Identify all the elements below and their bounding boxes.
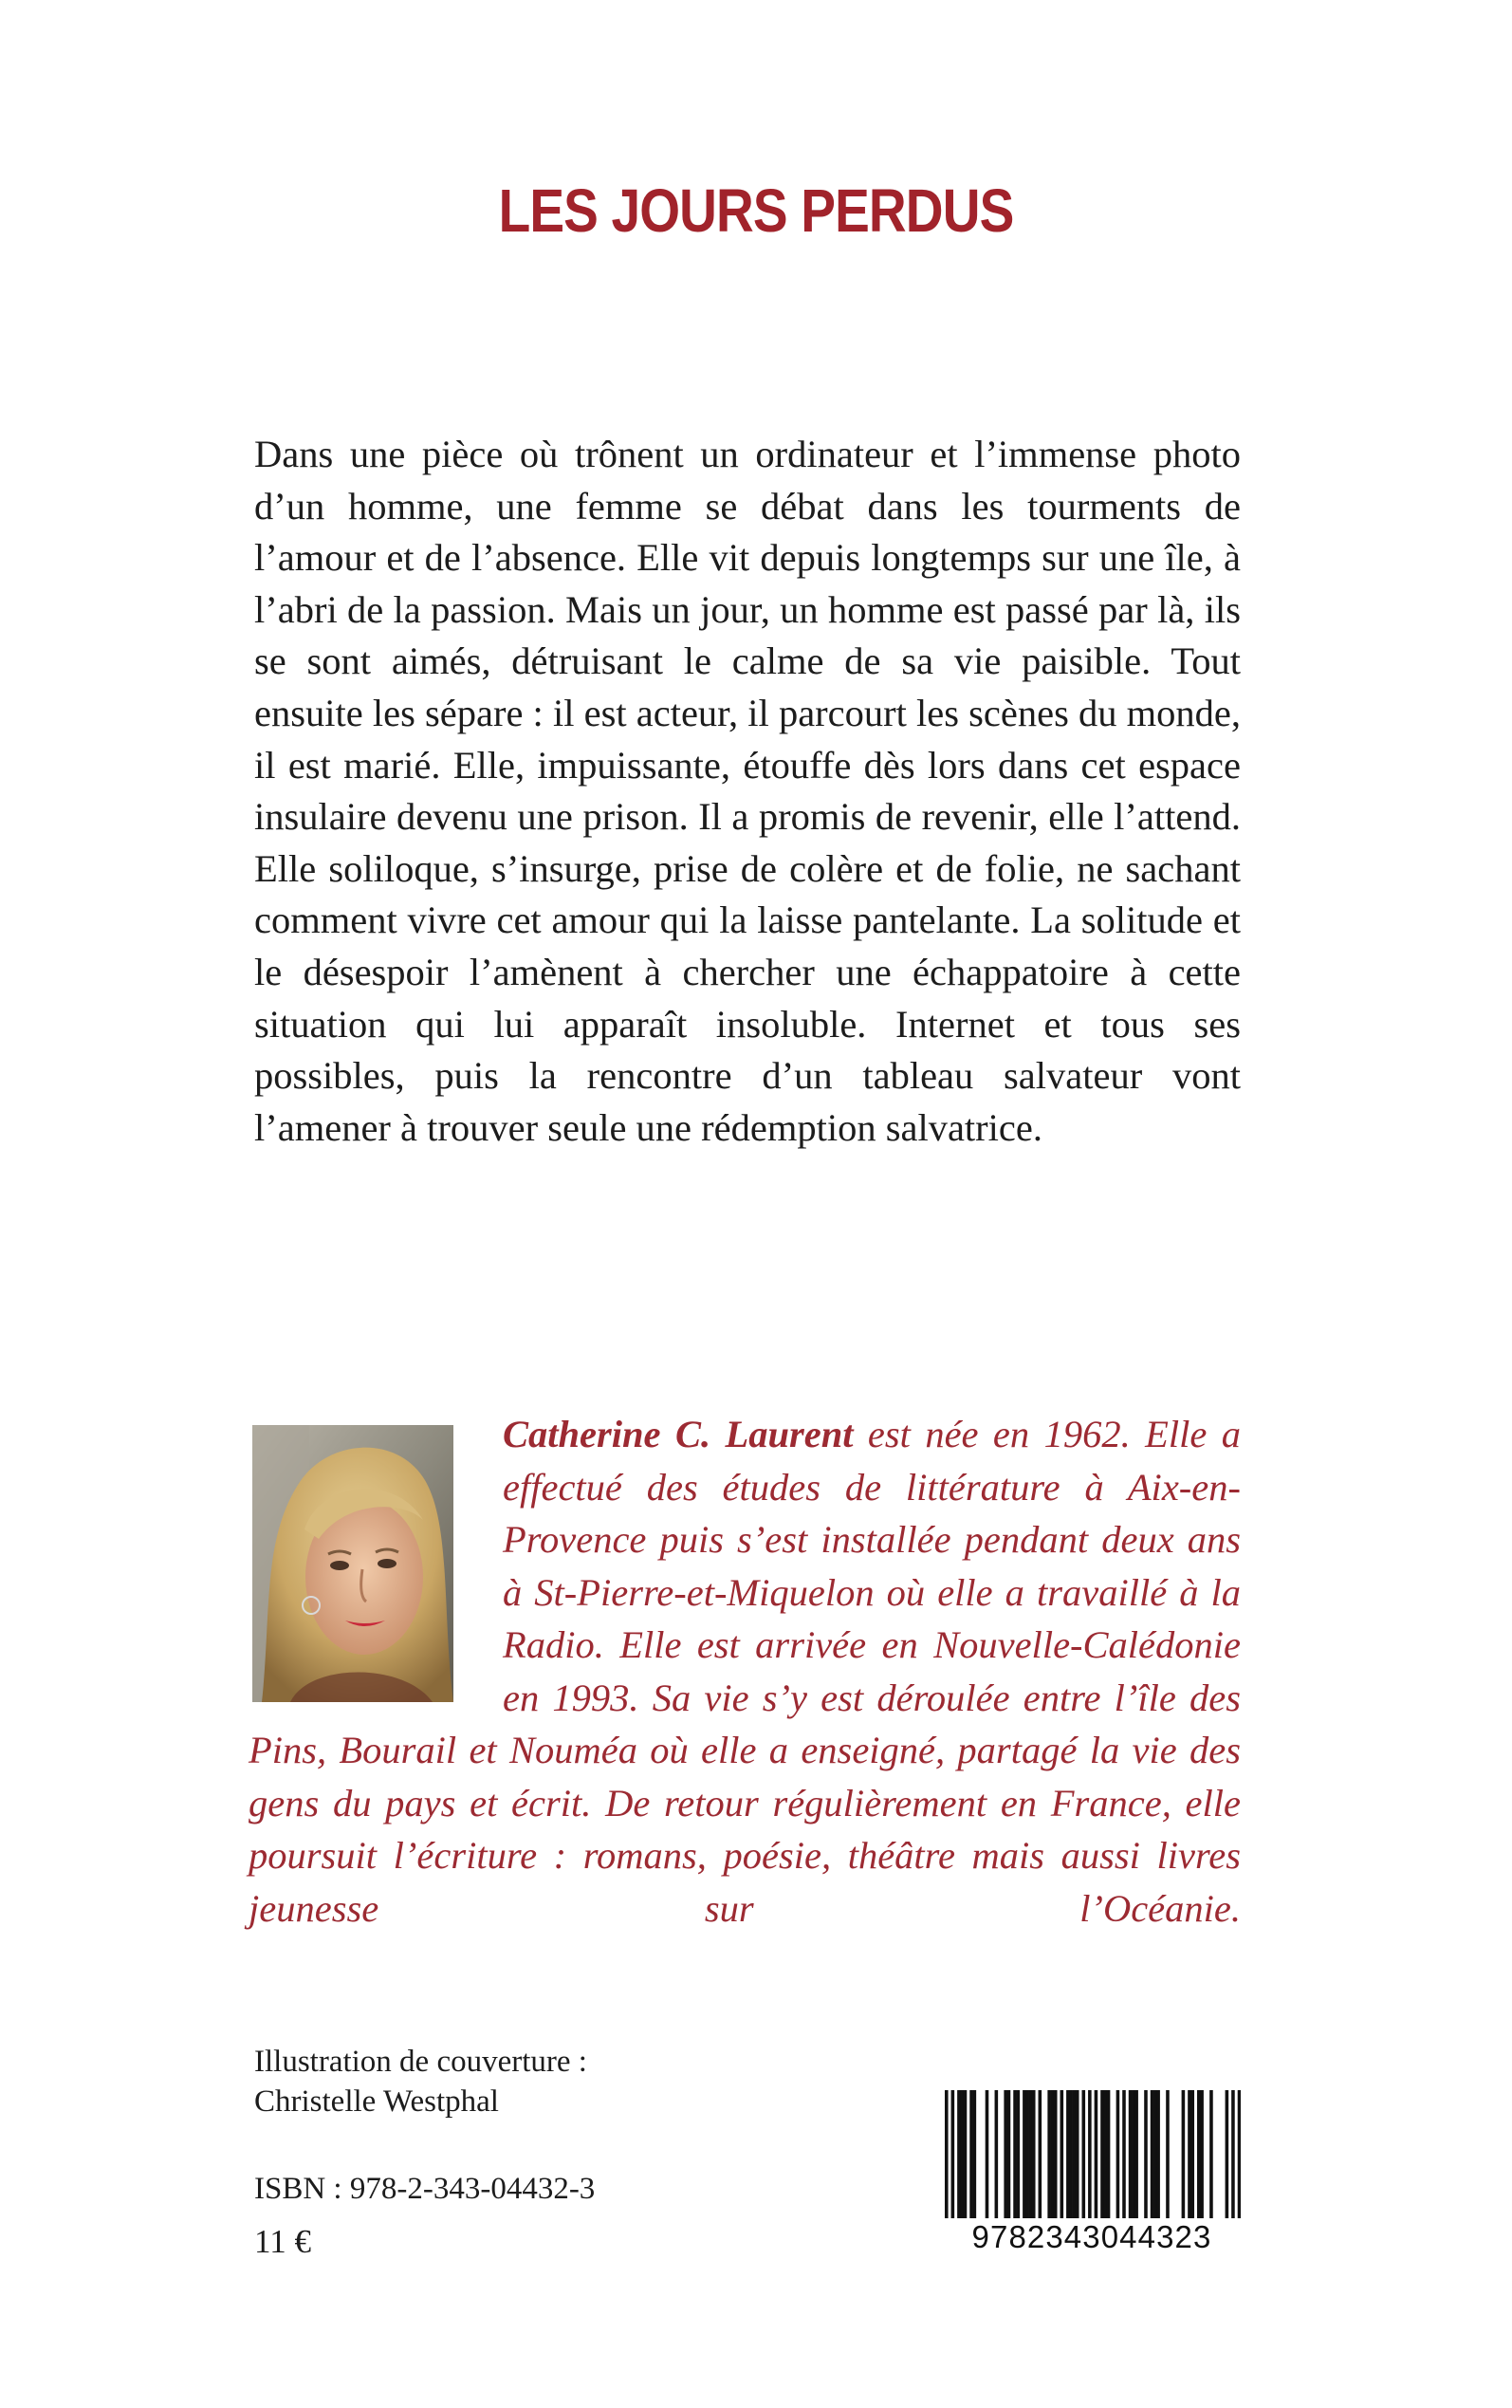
barcode-bar (1134, 2090, 1138, 2221)
barcode-bar (960, 2090, 964, 2221)
barcode-digits: 9782343044323 (935, 2218, 1248, 2256)
photo-spacer (249, 1408, 503, 1721)
barcode-bar (1116, 2090, 1120, 2221)
barcode-bar (1017, 2090, 1021, 2221)
barcode-bar (986, 2090, 989, 2221)
author-bio (249, 1408, 1241, 1935)
barcode-bar (1013, 2090, 1017, 2221)
barcode-bar (1190, 2090, 1194, 2221)
barcode-bar (1188, 2090, 1191, 2221)
author-name: Catherine C. Laurent (503, 1413, 854, 1455)
barcode-bar (1122, 2090, 1126, 2221)
synopsis-text: Dans une pièce où trônent un ordinateur et l’immense photo d’un homme, une femme se débat dans les tourments de l’amour et de l’absence. Elle vit depuis longtemps sur une île, à l’abri de la passion. Mais un jour, un homme est passé par là, ils se sont aimés, détruisant le calme de sa vie paisible. Tout ensuite les sépare : il est acteur, il parcourt les scènes du monde, il est marié. Elle, impuissante, étouffe dès lors dans cet espace insulaire devenu une prison. Il a promis de revenir, elle l’attend. Elle soliloque, s’insurge, prise de colère et de folie, ne sachant comment vivre cet amour qui la laisse pantelante. La solitude et le désespoir l’amènent à chercher une échappatoire à cette situation qui lui apparaît insoluble. Internet et tous ses possibles, puis la rencontre d’un tableau salvateur vont l’amener à trouver seule une rédemption salvatrice. (254, 433, 1241, 1149)
cover-credits (254, 2042, 587, 2121)
barcode-bar (1100, 2090, 1104, 2221)
barcode-bar (1023, 2090, 1026, 2221)
barcode-bar (1129, 2090, 1133, 2221)
barcode-bar (973, 2090, 977, 2221)
barcode-bar (1151, 2090, 1154, 2221)
book-title: LES JOURS PERDUS (498, 176, 1014, 245)
barcode-bar (1082, 2090, 1086, 2221)
barcode-bar (1025, 2090, 1029, 2221)
barcode-bar (1200, 2090, 1204, 2221)
barcode-bar (1060, 2090, 1064, 2221)
credits-label: Illustration de couverture : (254, 2045, 587, 2079)
barcode-bar (1197, 2090, 1201, 2221)
isbn: ISBN : 978-2-343-04432-3 (254, 2172, 596, 2206)
author-bio-text: est née en 1962. Elle a effectué des études de littérature à Aix-en-Provence puis s’est installée pendant deux ans à St-Pierre-et-Miquelon où elle a travaillé à la Radio. Elle est arrivée en Nouvelle-Calédonie en 1993. Sa vie s’y est déroulée entre l’île des Pins, Bourail et Nouméa où elle a enseigné, partagé la vie des gens du pays et écrit. De retour régulièrement en France, elle poursuit l’écriture : romans, poésie, théâtre mais aussi livres jeunesse sur l’Océanie. (249, 1413, 1241, 1930)
barcode-bar (1132, 2090, 1135, 2221)
barcode-bar (1039, 2090, 1042, 2221)
barcode-bar (1004, 2090, 1007, 2221)
barcode-bar (1144, 2090, 1148, 2221)
barcode-bar (1166, 2090, 1170, 2221)
barcode-bar (957, 2090, 961, 2221)
barcode-bar (969, 2090, 973, 2221)
barcode-bar (1182, 2090, 1186, 2221)
barcode-bar (1032, 2090, 1036, 2221)
barcode-bar (964, 2090, 968, 2221)
barcode-bar (1209, 2090, 1213, 2221)
barcode-bar (1076, 2090, 1079, 2221)
barcode-bar (995, 2090, 999, 2221)
barcode-bar (1051, 2090, 1055, 2221)
barcode-bar (1069, 2090, 1073, 2221)
barcode-bar (1153, 2090, 1157, 2221)
barcode-bar (1226, 2090, 1229, 2221)
barcode-bar (1156, 2090, 1160, 2221)
price: 11 € (254, 2223, 311, 2260)
barcode-bar (1054, 2090, 1058, 2221)
barcode-bar (1073, 2090, 1077, 2221)
illustrator-name: Christelle Westphal (254, 2084, 499, 2119)
barcode-bar (1107, 2090, 1111, 2221)
barcode-bar (1103, 2090, 1107, 2221)
barcode-bar (1029, 2090, 1033, 2221)
barcode-bar (1007, 2090, 1011, 2221)
barcode-bar (1047, 2090, 1051, 2221)
barcode-bar (1066, 2090, 1070, 2221)
